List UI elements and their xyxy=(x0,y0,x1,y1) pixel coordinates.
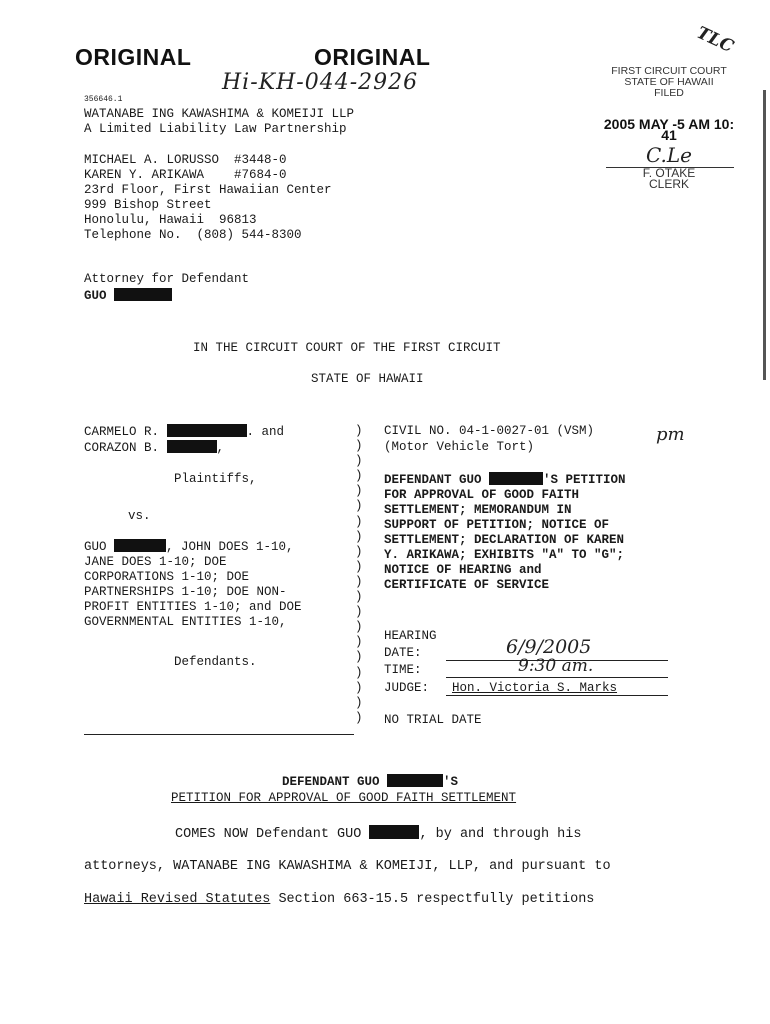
clerk-signature: C.Le xyxy=(645,143,693,167)
redaction-bar xyxy=(387,774,443,787)
body-section: Section 663-15.5 respectfully petitions xyxy=(270,892,595,907)
title-line: FOR APPROVAL OF GOOD FAITH xyxy=(384,488,580,502)
title-line: Y. ARIKAWA; EXHIBITS "A" TO "G"; xyxy=(384,548,625,562)
attorney-line: 23rd Floor, First Hawaiian Center xyxy=(84,183,332,197)
judge-rule xyxy=(446,695,668,696)
defendant-line: PROFIT ENTITIES 1-10; and DOE xyxy=(84,600,302,614)
court-state: STATE OF HAWAII xyxy=(311,372,424,386)
attorney-line: 999 Bishop Street xyxy=(84,198,212,212)
case-type: (Motor Vehicle Tort) xyxy=(384,440,535,454)
title-line: SUPPORT OF PETITION; NOTICE OF xyxy=(384,518,610,532)
firm-subtitle: A Limited Liability Law Partnership xyxy=(84,122,347,136)
statute-reference: Hawaii Revised Statutes xyxy=(84,892,271,907)
title-defendant: DEFENDANT GUO xyxy=(384,473,482,487)
handwritten-initials: pm xyxy=(656,424,685,445)
defendant-list xyxy=(84,555,302,630)
redaction-bar xyxy=(114,288,172,301)
defendant-1 xyxy=(84,539,294,555)
hearing-date-value: 6/9/2005 xyxy=(506,636,592,658)
redaction-bar xyxy=(114,539,166,552)
attorney-line: KAREN Y. ARIKAWA #7684-0 xyxy=(84,168,287,182)
defendants-label: Defendants. xyxy=(174,655,257,669)
title-first-line xyxy=(384,472,626,488)
redaction-bar xyxy=(167,424,247,437)
original-stamp-right: ORIGINAL xyxy=(314,44,431,70)
plaintiff-1 xyxy=(84,424,284,440)
body-line-3 xyxy=(84,892,594,907)
heading-defendant: DEFENDANT GUO xyxy=(282,775,380,789)
body-comes-now: COMES NOW Defendant GUO xyxy=(175,827,362,842)
defendant-1-name: GUO xyxy=(84,540,107,554)
clerk-name: F. OTAKE xyxy=(642,166,696,180)
attorney-block xyxy=(84,153,332,243)
court-name: IN THE CIRCUIT COURT OF THE FIRST CIRCUIT xyxy=(193,341,501,355)
filed-court: FIRST CIRCUIT COURT xyxy=(611,65,727,77)
caption-underline xyxy=(84,734,354,735)
defendant-name xyxy=(84,288,172,304)
attorney-line: Honolulu, Hawaii 96813 xyxy=(84,213,257,227)
redaction-bar xyxy=(489,472,543,485)
plaintiff-2 xyxy=(84,440,224,456)
document-id: 356646.1 xyxy=(84,95,123,104)
filed-state: STATE OF HAWAII xyxy=(624,76,714,88)
hearing-label: HEARING xyxy=(384,629,437,643)
trial-date: NO TRIAL DATE xyxy=(384,713,482,727)
plaintiffs-label: Plaintiffs, xyxy=(174,472,257,486)
redaction-bar xyxy=(369,825,419,839)
filed-stamp xyxy=(596,66,742,190)
attorney-line: MICHAEL A. LORUSSO #3448-0 xyxy=(84,153,287,167)
time-label: TIME: xyxy=(384,663,422,677)
body-line-1 xyxy=(175,825,581,842)
defendant-line: GOVERNMENTAL ENTITIES 1-10, xyxy=(84,615,287,629)
hearing-time-value: 9:30 am. xyxy=(518,656,594,676)
document-title xyxy=(384,472,626,593)
clerk-label: CLERK xyxy=(648,177,689,191)
plaintiff-2-name: CORAZON B. xyxy=(84,441,160,455)
filed-datetime: 2005 MAY -5 AM 10: 41 xyxy=(603,116,735,143)
heading-suffix: 'S xyxy=(443,775,459,789)
time-rule xyxy=(446,677,668,678)
defendant-line: PARTNERSHIPS 1-10; DOE NON- xyxy=(84,585,287,599)
defendant-surname: GUO xyxy=(84,289,107,303)
judge-label: JUDGE: xyxy=(384,681,430,695)
redaction-bar xyxy=(167,440,217,453)
handwritten-case-number: Hi-KH-044-2926 xyxy=(222,70,419,95)
civil-number: CIVIL NO. 04-1-0027-01 (VSM) xyxy=(384,424,595,438)
filed-label: FILED xyxy=(654,87,684,99)
defendant-1-suffix: , JOHN DOES 1-10, xyxy=(166,540,294,554)
title-line: SETTLEMENT; DECLARATION OF KAREN xyxy=(384,533,625,547)
tlc-mark: TLC xyxy=(693,22,737,58)
attorney-line: Telephone No. (808) 544-8300 xyxy=(84,228,302,242)
title-line: NOTICE OF HEARING and xyxy=(384,563,542,577)
attorney-for: Attorney for Defendant xyxy=(84,272,250,286)
title-petition: 'S PETITION xyxy=(543,473,626,487)
body-line-2: attorneys, WATANABE ING KAWASHIMA & KOMEIJI, LLP, and pursuant to xyxy=(84,859,611,874)
firm-name: WATANABE ING KAWASHIMA & KOMEIJI LLP xyxy=(84,107,355,121)
body-through: , by and through his xyxy=(419,827,582,842)
petition-title: PETITION FOR APPROVAL OF GOOD FAITH SETTLEMENT xyxy=(171,791,517,805)
plaintiff-1-name: CARMELO R. xyxy=(84,425,160,439)
caption-brace: ) ) ) ) ) ) ) ) ) ) ) ) ) ) ) ) ) ) ) ) xyxy=(355,424,363,725)
scan-edge xyxy=(763,90,766,380)
defendant-line: CORPORATIONS 1-10; DOE xyxy=(84,570,250,584)
plaintiff-2-suffix: , xyxy=(216,441,225,455)
petition-heading xyxy=(282,774,458,790)
original-stamp-left: ORIGINAL xyxy=(75,44,192,70)
vs-label: vs. xyxy=(128,509,151,523)
judge-value: Hon. Victoria S. Marks xyxy=(452,681,618,695)
plaintiff-1-suffix: . and xyxy=(246,425,285,439)
title-line: SETTLEMENT; MEMORANDUM IN xyxy=(384,503,572,517)
defendant-line: JANE DOES 1-10; DOE xyxy=(84,555,227,569)
date-label: DATE: xyxy=(384,646,422,660)
title-line: CERTIFICATE OF SERVICE xyxy=(384,578,550,592)
